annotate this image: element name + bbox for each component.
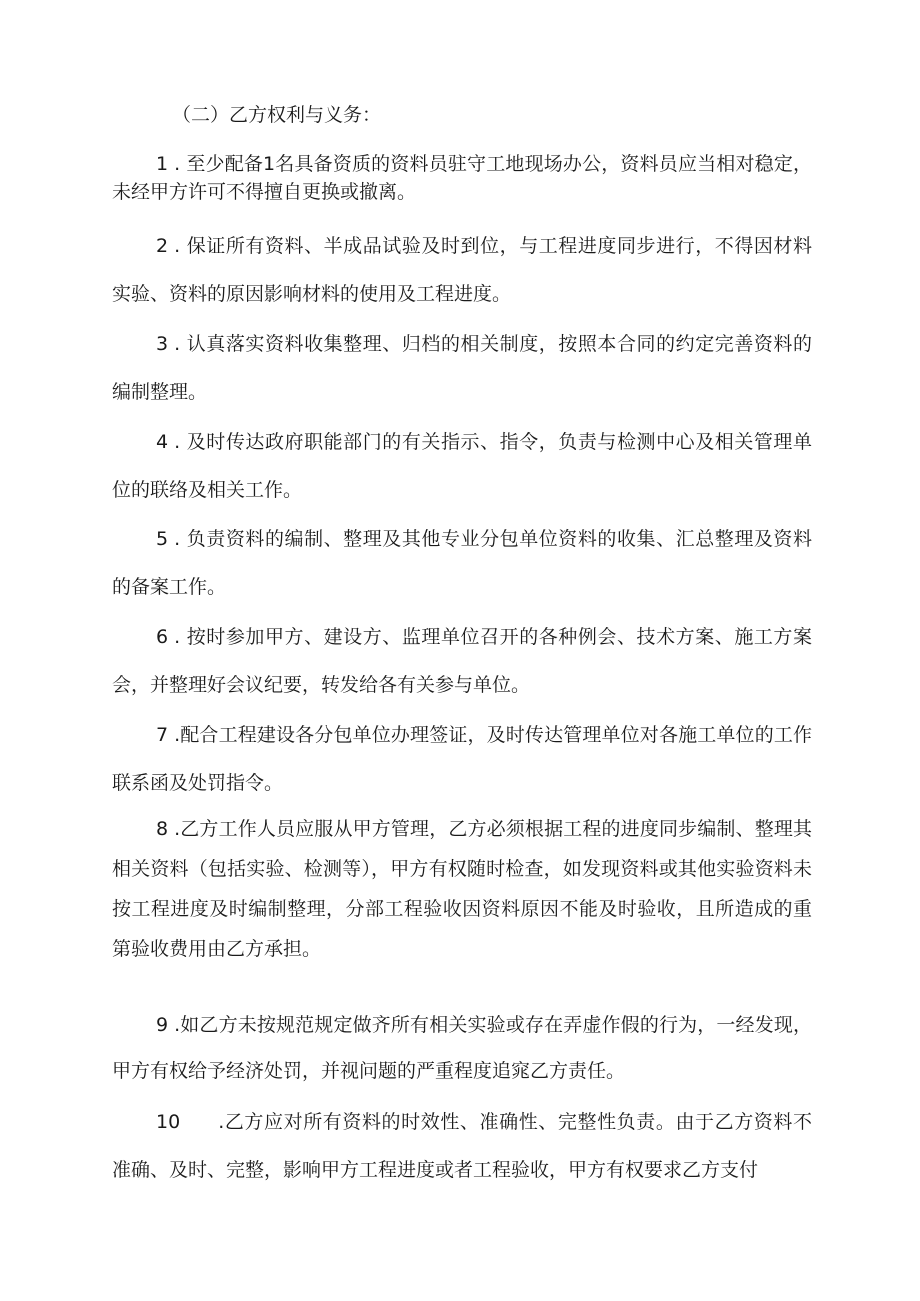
list-item xyxy=(112,1002,812,1094)
list-item xyxy=(112,809,812,969)
item-number: 5 xyxy=(156,528,169,550)
item-number: 1 xyxy=(156,153,169,175)
item-text: . 及时传达政府职能部门的有关指示、指令，负责与检测中心及相关管理单位的联络及相关工作。 xyxy=(112,431,812,501)
list-item xyxy=(112,150,812,206)
list-item xyxy=(112,222,812,318)
item-number: 7 xyxy=(156,724,169,746)
list-item xyxy=(112,418,812,514)
item-number: 2 xyxy=(156,235,169,257)
list-item xyxy=(112,515,812,611)
list-item xyxy=(112,613,812,709)
list-item xyxy=(112,711,812,807)
item-text: .如乙方未按规范规定做齐所有相关实验或存在弄虚作假的行为，一经发现，甲方有权给予经济处罚，并视问题的严重程度追窕乙方责任。 xyxy=(112,1014,812,1082)
item-text: . 负责资料的编制、整理及其他专业分包单位资料的收集、汇总整理及资料的备案工作。 xyxy=(112,528,812,598)
item-number: 8 xyxy=(156,818,169,840)
item-text: . 认真落实资料收集整理、归档的相关制度，按照本合同的约定完善资料的编制整理。 xyxy=(112,333,812,403)
list-item xyxy=(112,320,812,416)
item-number: 6 xyxy=(156,626,169,648)
item-text: . 至少配备1名具备资质的资料员驻守工地现场办公，资料员应当相对稳定，未经甲方许可不得擅自更换或撤离。 xyxy=(112,153,812,203)
item-text: .乙方应对所有资料的时效性、准确性、完整性负责。由于乙方资料不准确、及时、完整，影响甲方工程进度或者工程验收，甲方有权要求乙方支付 xyxy=(112,1111,812,1181)
item-text: .配合工程建设各分包单位办理签证，及时传达管理单位对各施工单位的工作联系函及处罚指令。 xyxy=(112,724,812,794)
section-heading: （二）乙方权利与义务： xyxy=(172,104,382,126)
item-number: 10 xyxy=(156,1111,181,1133)
item-number: 4 xyxy=(156,431,169,453)
item-text: .乙方工作人员应服从甲方管理，乙方必须根据工程的进度同步编制、整理其相关资料（包括实验、检测等），甲方有权随时检查，如发现资料或其他实验资料未按工程进度及时编制整理，分部工程验收因资料原因不能及时验收，且所造成的重第验收费用由乙方承担。 xyxy=(112,818,812,960)
item-number: 3 xyxy=(156,333,169,355)
item-text: . 按时参加甲方、建设方、监理单位召开的各种例会、技术方案、施工方案会，并整理好会议纪要，转发给各有关参与单位。 xyxy=(112,626,812,696)
item-text: . 保证所有资料、半成品试验及时到位，与工程进度同步进行，不得因材料实验、资料的原因影响材料的使用及工程进度。 xyxy=(112,235,812,305)
item-number: 9 xyxy=(156,1014,169,1036)
list-item xyxy=(112,1098,812,1194)
